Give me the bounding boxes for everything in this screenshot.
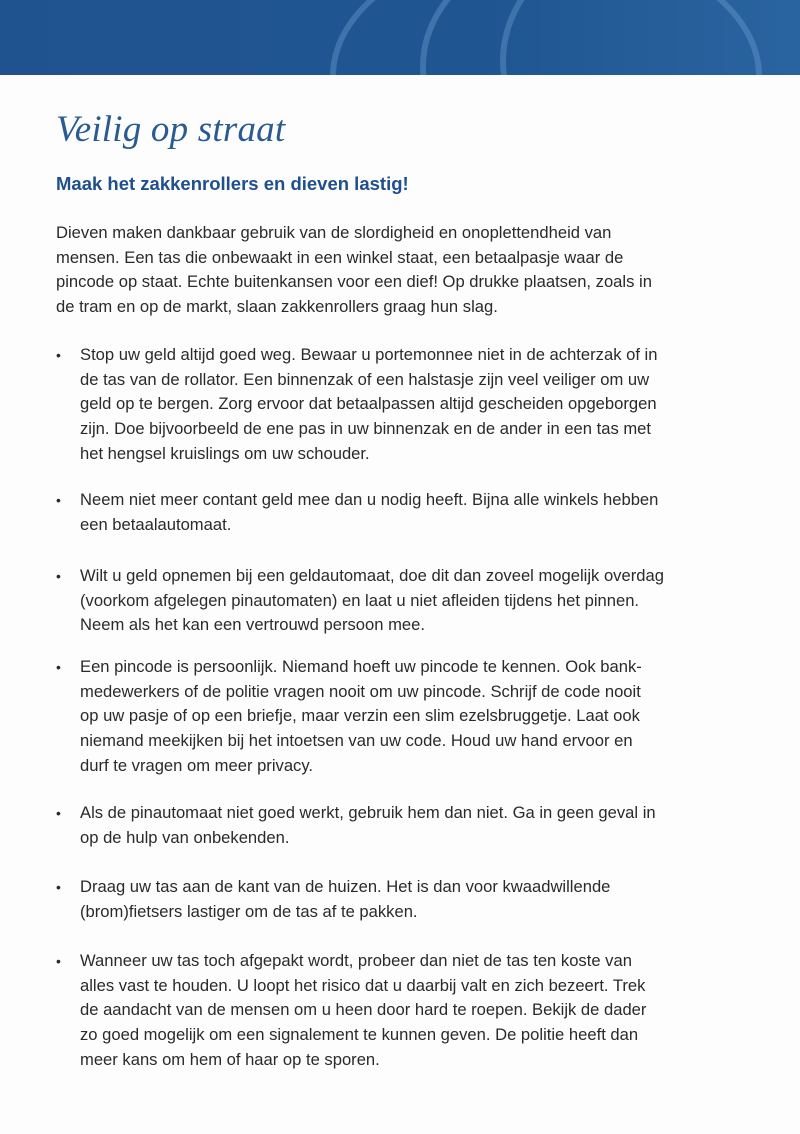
bullet-item xyxy=(56,564,776,638)
text-line: meer kans om hem of haar op te sporen. xyxy=(80,1049,380,1069)
text-line: pincode op staat. Echte buitenkansen voor een dief! Op drukke plaatsen, zoals in xyxy=(56,272,652,292)
text-line: geld op te bergen. Zorg ervoor dat betaalpassen altijd gescheiden opgeborgen xyxy=(80,394,657,414)
bullet-item xyxy=(56,343,776,467)
text-line: de tas van de rollator. Een binnenzak of een halstasje zijn veel veiliger om uw xyxy=(80,369,650,389)
page-title: Veilig op straat xyxy=(56,109,286,150)
bullet-icon: • xyxy=(56,568,61,584)
text-line: Draag uw tas aan de kant van de huizen. Het is dan voor kwaadwillende xyxy=(80,877,611,896)
bullet-icon: • xyxy=(56,347,61,363)
text-line: de tram en op de markt, slaan zakkenrollers graag hun slag. xyxy=(56,297,498,317)
text-line: medewerkers of de politie vragen nooit om uw pincode. Schrijf de code nooit xyxy=(80,681,641,701)
text-line: (brom)fietsers lastiger om de tas af te pakken. xyxy=(80,901,418,921)
text-line: de aandacht van de mensen om u heen door hard te roepen. Bekijk de dader xyxy=(80,1000,647,1020)
bullet-icon: • xyxy=(56,492,61,508)
decorative-swoosh xyxy=(500,0,800,75)
bullet-item xyxy=(56,875,776,924)
bullet-text xyxy=(80,488,776,537)
text-line: Wanneer uw tas toch afgepakt wordt, probeer dan niet de tas ten koste van xyxy=(80,951,632,970)
text-line: Wilt u geld opnemen bij een geldautomaat, doe dit dan zoveel mogelijk overdag xyxy=(80,566,664,585)
bullet-item xyxy=(56,488,776,537)
intro-paragraph xyxy=(56,221,776,320)
bullet-icon: • xyxy=(56,953,61,969)
text-line: Stop uw geld altijd goed weg. Bewaar u portemonnee niet in de achterzak of in xyxy=(80,345,658,364)
text-line: (voorkom afgelegen pinautomaten) en laat u niet afleiden tijdens het pinnen. xyxy=(80,590,640,610)
text-line: zijn. Doe bijvoorbeeld de ene pas in uw binnenzak en de ander in een tas met xyxy=(80,419,652,439)
bullet-item xyxy=(56,949,776,1073)
text-line: op de hulp van onbekenden. xyxy=(80,827,290,847)
bullet-text xyxy=(80,343,776,467)
bullet-text xyxy=(80,655,776,779)
bullet-icon: • xyxy=(56,805,61,821)
text-line: niemand meekijken bij het intoetsen van uw code. Houd uw hand ervoor en xyxy=(80,731,633,751)
text-line: Neem niet meer contant geld mee dan u nodig heeft. Bijna alle winkels hebben xyxy=(80,490,659,509)
bullet-icon: • xyxy=(56,659,61,675)
bullet-text xyxy=(80,949,776,1073)
text-line: durf te vragen om meer privacy. xyxy=(80,755,314,775)
bullet-icon: • xyxy=(56,879,61,895)
text-line: Een pincode is persoonlijk. Niemand hoeft uw pincode te kennen. Ook bank- xyxy=(80,657,642,676)
text-line: mensen. Een tas die onbewaakt in een winkel staat, een betaalpasje waar de xyxy=(56,247,624,267)
bullet-text xyxy=(80,564,776,638)
section-heading: Maak het zakkenrollers en dieven lastig! xyxy=(56,173,409,194)
text-line: Dieven maken dankbaar gebruik van de slordigheid en onoplettendheid van xyxy=(56,223,612,242)
bullet-text xyxy=(80,875,776,924)
text-line: op uw pasje of op een briefje, maar verzin een slim ezelsbruggetje. Laat ook xyxy=(80,706,640,726)
text-line: het hengsel kruislings om uw schouder. xyxy=(80,443,370,463)
text-line: zo goed mogelijk om een signalement te kunnen geven. De politie heeft dan xyxy=(80,1025,639,1045)
bullet-text xyxy=(80,801,776,850)
header-band xyxy=(0,0,800,75)
bullet-item xyxy=(56,655,776,779)
bullet-item xyxy=(56,801,776,850)
text-line: Neem als het kan een vertrouwd persoon mee. xyxy=(80,615,425,635)
text-line: alles vast te houden. U loopt het risico dat u daarbij valt en zich bezeert. Trek xyxy=(80,975,646,995)
text-line: een betaalautomaat. xyxy=(80,514,232,534)
text-line: Als de pinautomaat niet goed werkt, gebruik hem dan niet. Ga in geen geval in xyxy=(80,803,656,822)
